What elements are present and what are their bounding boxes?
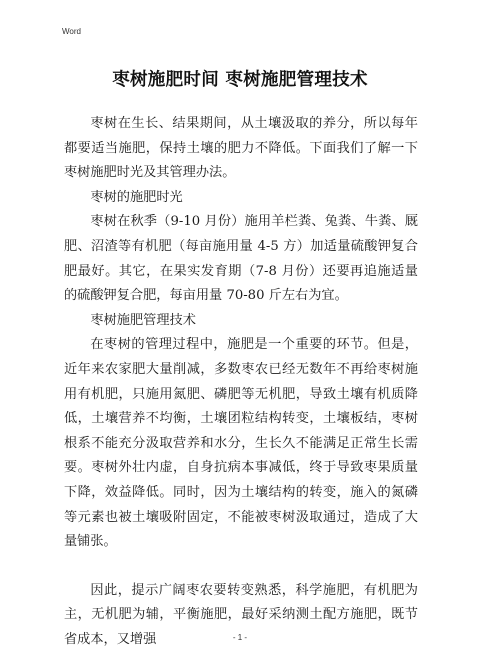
- document-body: [64, 112, 418, 652]
- section-heading-techniques: 枣树施肥管理技术: [90, 312, 196, 328]
- page-title: 枣树施肥时间 枣树施肥管理技术: [112, 70, 368, 90]
- header-label: Word: [62, 27, 81, 36]
- intro-paragraph: 枣树在生长、结果期间，从土壤汲取的养分，所以每年都要适当施肥，保持土壤的肥力不降低。下面我们了解一下枣树施肥时光及其管理办法。: [64, 116, 418, 181]
- techniques-paragraph: 在枣树的管理过程中，施肥是一个重要的环节。但是，近年来农家肥大量削减，多数枣农已经无数年不再给枣树施用有机肥，只施用氮肥、磷肥等无机肥，导致土壤有机质降低，土壤营养不均衡，土壤团粒结构转变，土壤板结，枣树根系不能充分汲取营养和水分，生长久不能满足正常生长需要。枣树外壮内虚，自身抗病本事减低，终于导致枣果质量下降，效益降低。同时，因为土壤结构的转变，施入的氮磷等元素也被土壤吸附固定，不能被枣树汲取通过，造成了大量铺张。: [64, 337, 418, 550]
- page-number: - 1 -: [232, 633, 248, 642]
- conclusion-paragraph: 因此，提示广阔枣农要转变熟悉，科学施肥，有机肥为主，无机肥为辅，平衡施肥，最好采纳测土配方施肥，既节省成本，又增强: [64, 582, 418, 647]
- timing-paragraph: 枣树在秋季（9-10 月份）施用羊栏粪、兔粪、牛粪、厩肥、沼渣等有机肥（每亩施用量 4-5 方）加适量硫酸钾复合肥最好。其它，在果实发育期（7-8 月份）还要再追施适量的硫酸钾复合肥，每亩用量 70-80 斤左右为宜。: [64, 214, 418, 304]
- section-heading-timing: 枣树的施肥时光: [90, 189, 183, 205]
